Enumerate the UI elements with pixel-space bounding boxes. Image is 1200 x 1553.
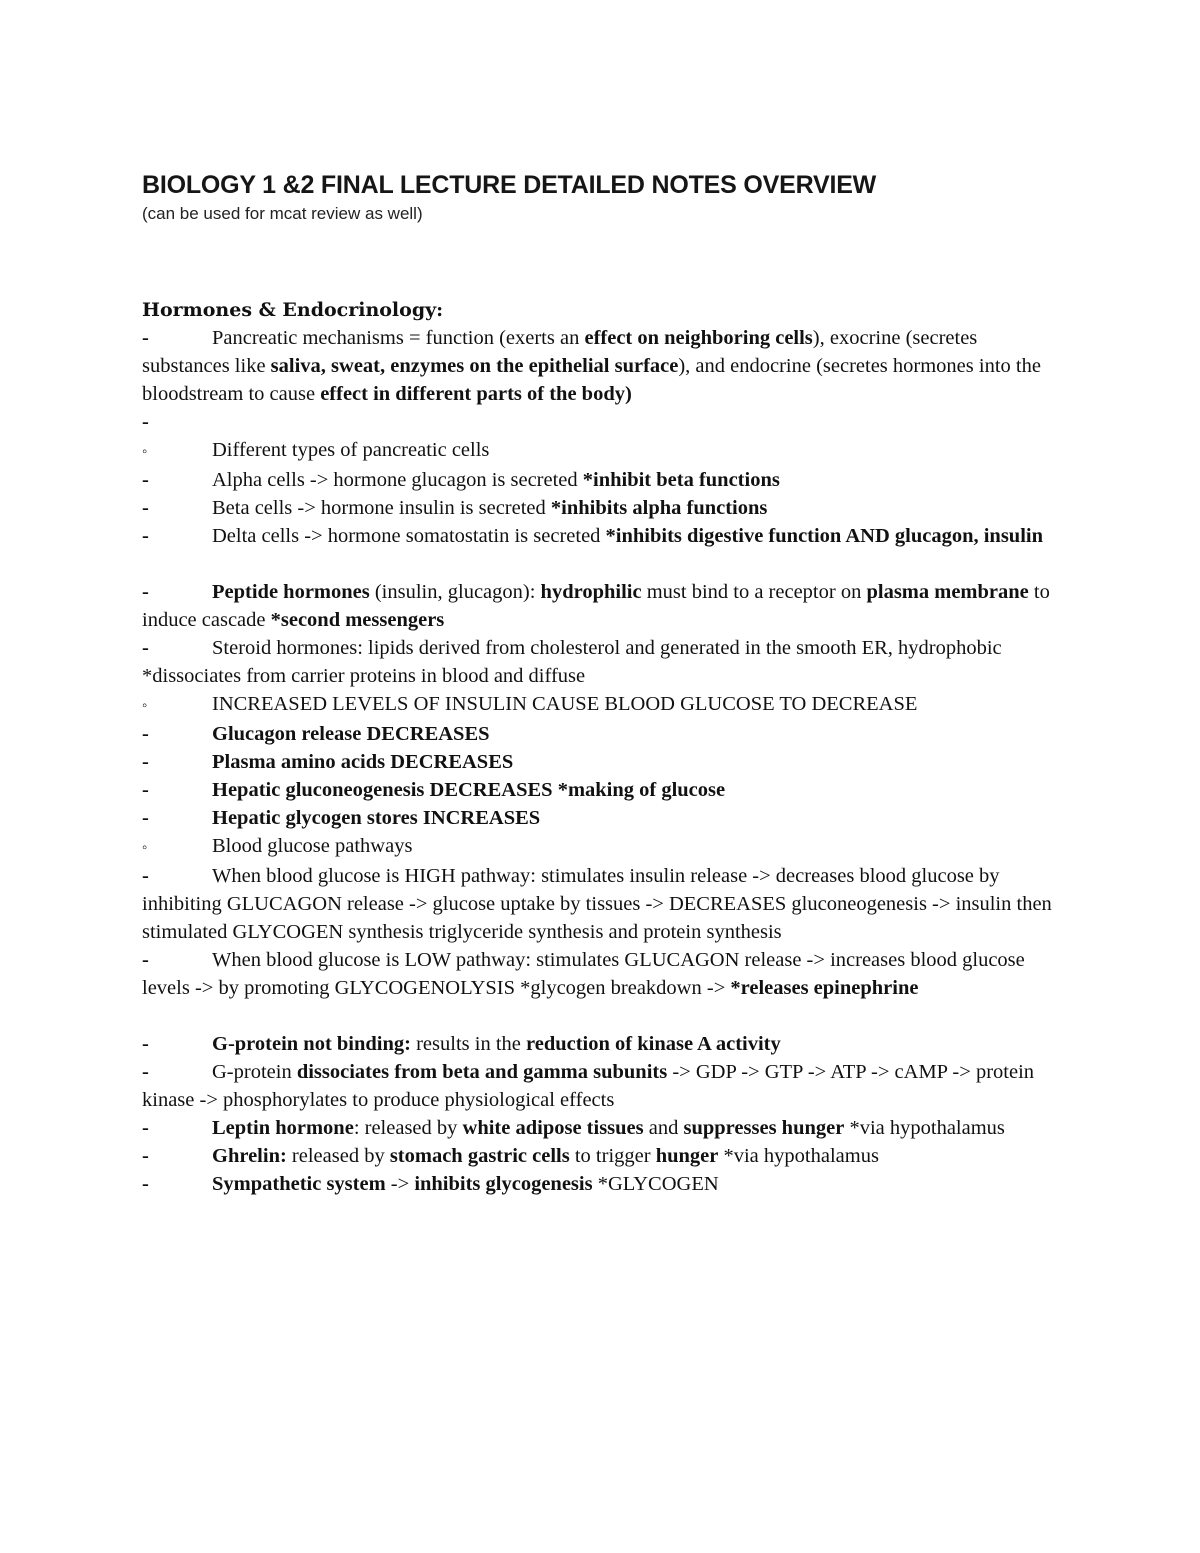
note-text-bold: dissociates from beta and gamma subunits: [296, 1061, 668, 1083]
note-text: Steroid hormones: lipids derived from cholesterol and generated in the smooth ER, hydrophobic *dissociates from carrier proteins in blood and diffuse: [142, 637, 1002, 687]
dash-marker: -: [142, 327, 149, 349]
note-line: [142, 578, 1062, 634]
note-line: [142, 436, 1062, 466]
dash-marker: -: [142, 723, 149, 745]
note-line: [142, 862, 1062, 946]
note-text: Delta cells -> hormone somatostatin is secreted: [212, 525, 606, 547]
dash-marker: -: [142, 469, 149, 491]
note-line: [142, 1114, 1062, 1142]
note-line: [142, 522, 1062, 550]
note-line: [142, 1030, 1062, 1058]
note-line: [142, 776, 1062, 804]
note-line: [142, 634, 1062, 690]
note-line: [142, 1058, 1062, 1114]
note-text-bold: effect in different parts of the body): [320, 383, 632, 405]
note-line: [142, 690, 1062, 720]
note-line: [142, 946, 1062, 1002]
note-text-bold: hydrophilic: [540, 581, 642, 603]
dash-marker: -: [142, 1145, 149, 1167]
dash-marker: -: [142, 779, 149, 801]
dash-marker: -: [142, 1173, 149, 1195]
note-text-bold: suppresses hunger: [683, 1117, 845, 1139]
note-text: -> GDP -> GTP -> ATP -> cAMP -> protein kinase -> phosphorylates to produce physiological effects: [142, 1061, 1035, 1111]
note-text: *via hypothalamus: [718, 1145, 879, 1167]
note-line: [142, 1170, 1062, 1198]
note-text: results in the: [410, 1033, 526, 1055]
document-subtitle: (can be used for mcat review as well): [142, 204, 423, 223]
note-text-bold: Leptin hormone: [212, 1117, 354, 1139]
note-line: [142, 408, 1062, 436]
note-text-bold: stomach gastric cells: [389, 1145, 570, 1167]
note-text-bold: effect on neighboring cells: [584, 327, 813, 349]
note-text: ->: [385, 1173, 415, 1195]
note-text: to trigger: [569, 1145, 656, 1167]
note-text: INCREASED LEVELS OF INSULIN CAUSE BLOOD GLUCOSE TO DECREASE: [212, 693, 918, 715]
dash-marker: -: [142, 751, 149, 773]
note-text-bold: G-protein not binding:: [212, 1033, 411, 1055]
note-text-bold: Hepatic gluconeogenesis DECREASES: [212, 779, 558, 801]
document-title: BIOLOGY 1 &2 FINAL LECTURE DETAILED NOTES OVERVIEW: [142, 171, 877, 199]
dash-marker: -: [142, 497, 149, 519]
note-line: [142, 804, 1062, 832]
note-line: [142, 324, 1062, 408]
dash-marker: -: [142, 949, 149, 971]
note-text: ), and endocrine (secretes hormones into the bloodstream to cause: [142, 355, 1041, 405]
dash-marker: -: [142, 1061, 149, 1083]
note-line: [142, 1142, 1062, 1170]
note-text: Different types of pancreatic cells: [212, 439, 490, 461]
note-text: : released by: [353, 1117, 463, 1139]
note-text-bold: white adipose tissues: [462, 1117, 644, 1139]
note-text: Alpha cells -> hormone glucagon is secreted: [212, 469, 583, 491]
note-text-bold: *inhibits alpha functions: [550, 497, 768, 519]
note-text: G-protein: [212, 1061, 297, 1083]
note-line: [142, 494, 1062, 522]
note-text: When blood glucose is LOW pathway: stimulates GLUCAGON release -> increases blood glucose levels -> by promoting GLYCOGENOLYSIS *glycogen breakdown ->: [142, 949, 1025, 999]
note-text-bold: plasma membrane: [866, 581, 1029, 603]
note-text-bold: Glucagon release DECREASES: [212, 723, 490, 745]
dash-marker: -: [142, 807, 149, 829]
note-text-bold: *inhibit beta functions: [582, 469, 780, 491]
note-text-bold: *releases epinephrine: [730, 977, 919, 999]
dash-marker: -: [142, 1033, 149, 1055]
spacer: [142, 550, 1062, 578]
dash-marker: -: [142, 637, 149, 659]
note-text-bold: saliva, sweat, enzymes on the epithelial surface: [270, 355, 679, 377]
dash-marker: -: [142, 411, 149, 433]
note-text: must bind to a receptor on: [641, 581, 867, 603]
note-text-bold: Plasma amino acids DECREASES: [212, 751, 514, 773]
circle-bullet-icon: ◦: [142, 444, 148, 460]
note-text-bold: hunger: [655, 1145, 719, 1167]
dash-marker: -: [142, 865, 149, 887]
note-text: and: [643, 1117, 684, 1139]
note-line: [142, 748, 1062, 776]
note-line: [142, 720, 1062, 748]
note-text: When blood glucose is HIGH pathway: stimulates insulin release -> decreases blood glucose by inhibiting GLUCAGON release -> glucose uptake by tissues -> DECREASES gluconeogenesis -> insulin then stimulated GLYCOGEN synthesis triglyceride synthesis and protein synthesis: [142, 865, 1052, 943]
note-text-bold: *inhibits digestive function AND glucagon, insulin: [605, 525, 1043, 547]
note-text-bold: Hepatic glycogen stores INCREASES: [212, 807, 541, 829]
note-text: released by: [286, 1145, 390, 1167]
note-text: Pancreatic mechanisms = function (exerts an: [212, 327, 585, 349]
note-text-bold: reduction of kinase A activity: [526, 1033, 781, 1055]
document-page: [142, 168, 1062, 1198]
dash-marker: -: [142, 581, 149, 603]
note-text: *GLYCOGEN: [592, 1173, 719, 1195]
note-text: Blood glucose pathways: [212, 835, 413, 857]
note-text-bold: Ghrelin:: [212, 1145, 287, 1167]
dash-marker: -: [142, 1117, 149, 1139]
spacer: [142, 1002, 1062, 1030]
circle-bullet-icon: ◦: [142, 698, 148, 714]
note-text: to induce cascade: [142, 581, 1050, 631]
note-text: Beta cells -> hormone insulin is secreted: [212, 497, 551, 519]
note-text-bold: *second messengers: [270, 609, 445, 631]
circle-bullet-icon: ◦: [142, 840, 148, 856]
dash-marker: -: [142, 525, 149, 547]
note-text-bold: Peptide hormones: [212, 581, 370, 603]
note-text-bold: inhibits glycogenesis: [414, 1173, 593, 1195]
note-text-bold: Sympathetic system: [212, 1173, 386, 1195]
note-text: *via hypothalamus: [844, 1117, 1005, 1139]
note-text: ), exocrine (secretes substances like: [142, 327, 978, 377]
note-line: [142, 832, 1062, 862]
section-heading: Hormones & Endocrinology:: [142, 299, 444, 321]
note-line: [142, 466, 1062, 494]
note-text-bold: *making of glucose: [557, 779, 726, 801]
note-text: (insulin, glucagon):: [369, 581, 541, 603]
